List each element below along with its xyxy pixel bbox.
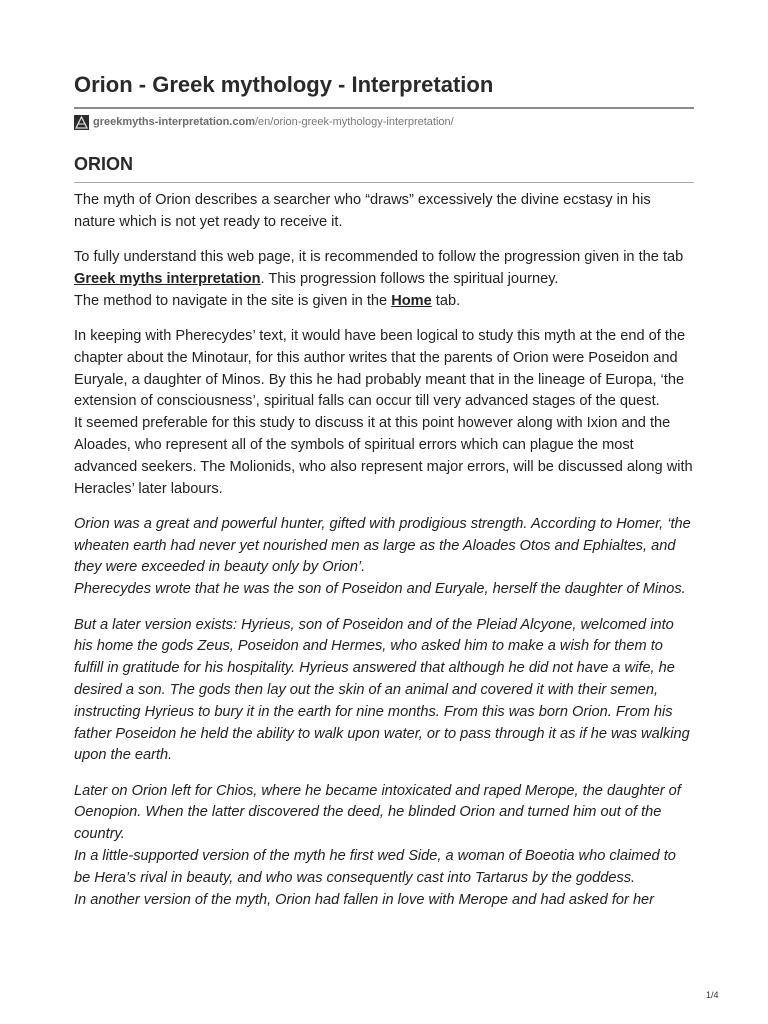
paragraph-quote	[74, 781, 695, 912]
paragraph	[74, 247, 695, 312]
source-path[interactable]: /en/orion-greek-mythology-interpretation/	[254, 116, 454, 128]
paragraph-quote	[74, 514, 695, 601]
page-title: Orion - Greek mythology - Interpretation	[74, 72, 494, 97]
paragraph	[74, 326, 695, 500]
document-body	[74, 190, 695, 925]
paragraph-text: The myth of Orion describes a searcher who “draws” excessively the divine ecstasy in his nature which is not yet ready to receive it.	[74, 192, 651, 230]
paragraph-text: It seemed preferable for this study to discuss it at this point however along with Ixion and the Aloades, who represent all of the symbols of spiritual errors which can plague the most advanced seekers. The Molionids, who also represent major errors, will be discussed along with Heracles’ later labours.	[74, 415, 693, 497]
paragraph-text: In keeping with Pherecydes’ text, it would have been logical to study this myth at the end of the chapter about the Minotaur, for this author writes that the parents of Orion were Poseidon and Euryale, a daughter of Minos. By this he had probably meant that in the lineage of Europa, ‘the extension of consciousness’, spiritual falls can occur till very advanced stages of the quest.	[74, 327, 686, 410]
source-domain[interactable]: greekmyths-interpretation.com	[93, 116, 255, 128]
paragraph-quote	[74, 615, 695, 768]
section-heading: ORION	[74, 154, 134, 174]
paragraph-text: Later on Orion left for Chios, where he became intoxicated and raped Merope, the daughter of Oenopion. When the latter discovered the deed, he blinded Orion and turned him out of the country.	[74, 782, 681, 843]
paragraph-text: tab.	[431, 292, 461, 309]
site-favicon-icon	[74, 115, 89, 130]
paragraph-text: In another version of the myth, Orion had fallen in love with Merope and had asked for her	[74, 891, 655, 908]
source-url[interactable]	[74, 114, 454, 130]
paragraph-text: To fully understand this web page, it is recommended to follow the progression given in the tab	[74, 249, 684, 266]
paragraph-text: Orion was a great and powerful hunter, gifted with prodigious strength. According to Homer, ‘the wheaten earth had never yet nourished men as large as the Aloades Otos and Ephialtes, and they were exceeded in beauty only by Orion’.	[74, 515, 691, 576]
title-divider	[74, 107, 694, 109]
greek-myths-interpretation-link[interactable]: Greek myths interpretation	[74, 270, 261, 287]
page-number: 1/4	[706, 990, 719, 1000]
paragraph-text: . This progression follows the spiritual journey.	[260, 270, 559, 287]
paragraph-text: Pherecydes wrote that he was the son of Poseidon and Euryale, herself the daughter of Minos.	[74, 581, 686, 598]
paragraph	[74, 190, 695, 234]
paragraph-text: In a little-supported version of the myth he first wed Side, a woman of Boeotia who claimed to be Hera’s rival in beauty, and who was consequently cast into Tartarus by the goddess.	[74, 848, 676, 886]
section-divider	[74, 182, 694, 183]
paragraph-text: The method to navigate in the site is given in the	[74, 292, 392, 309]
home-link[interactable]: Home	[391, 292, 432, 309]
paragraph-text: But a later version exists: Hyrieus, son of Poseidon and of the Pleiad Alcyone, welcomed into his home the gods Zeus, Poseidon and Hermes, who asked him to make a wish for them to fulfill in gratitude for his hospitality. Hyrieus answered that although he did not have a wife, he desired a son. The gods then lay out the skin of an animal and covered it with their semen, instructing Hyrieus to bury it in the earth for nine months. From this was born Orion. From his father Poseidon he held the ability to walk upon water, or to pass through it as if he was walking upon the earth.	[74, 616, 690, 764]
